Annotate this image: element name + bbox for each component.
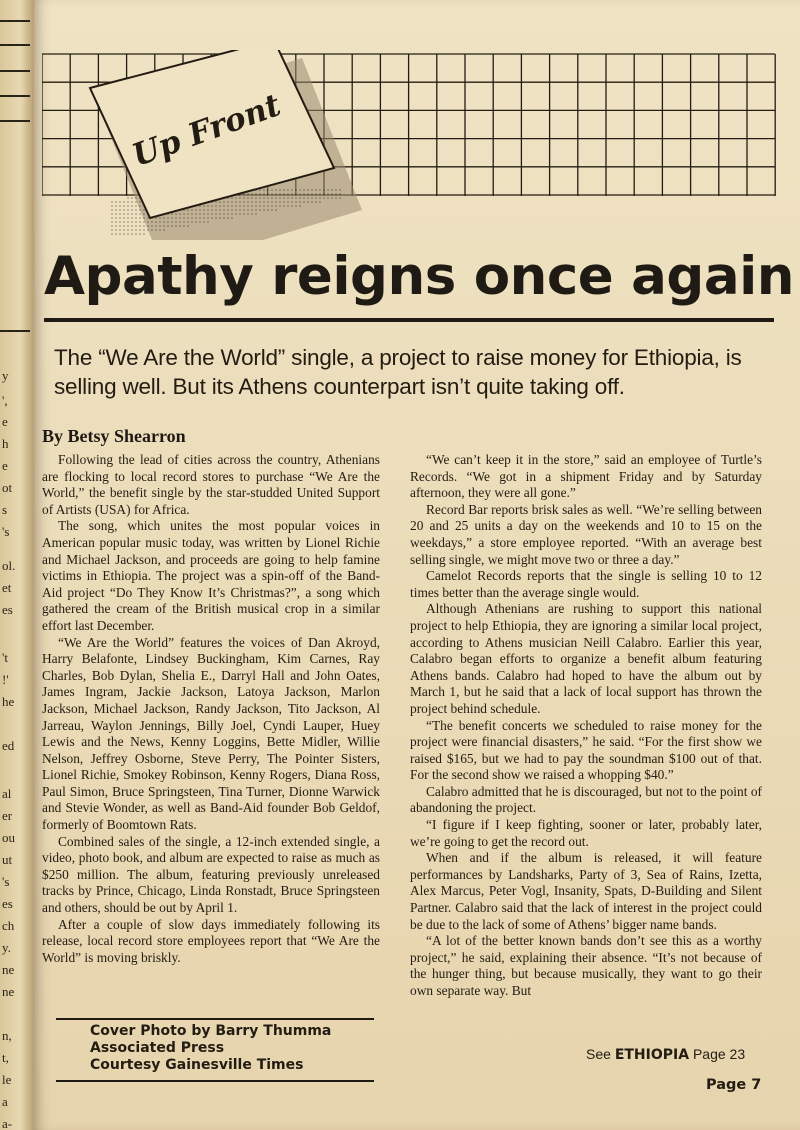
facing-page-text: y [2,368,9,383]
paragraph: When and if the album is released, it will feature performances by Landsharks, Party of 3, Sea of Rains, Izetta, Alex Marcus, Peter Vogl, Insanity, Spats, D-Building and Silent Partner. Calabro said that the lack of interest in the project could be due to the lack of some of Athens’ bigger name bands. [410,850,762,932]
section-label: Up Front [127,87,286,174]
credit-line-1: Cover Photo by Barry Thumma [90,1023,332,1039]
paragraph: Combined sales of the single, a 12-inch extended single, a video, photo book, and album are expected to raise as much as $250 million. The album, featuring previously unreleased tracks by Prince, Chicago, Linda Ronstadt, Bruce Springsteen and others, should be out by April 1. [42,833,380,916]
facing-page-text: er [2,808,13,823]
facing-page-text: ol. [2,558,16,573]
jump-prefix: See [586,1046,611,1062]
magazine-page [34,0,800,1130]
photo-credit [90,1023,390,1074]
paragraph: Camelot Records reports that the single is selling 10 to 12 times better than the average single would. [410,568,762,600]
facing-page-text: al [2,786,12,801]
facing-page-text: ', [2,393,8,408]
headline-rule [44,318,774,322]
facing-page-rule [0,95,30,97]
facing-page-text: ot [2,480,13,495]
paragraph: Although Athenians are rushing to support this national project to help Ethiopia, they are ignoring a similar local project, according to Athens musician Neill Calabro. Earlier this year, Calabro began efforts to organize a benefit album featuring Athens bands. Calabro had hoped to have the album out by March 1, but he said that a lack of local support has thrown the project behind schedule. [410,601,762,716]
jump-word: ETHIOPIA [614,1047,690,1063]
facing-page-text: e [2,458,8,473]
credit-line-2: Associated Press [90,1040,225,1056]
jump-page: Page 23 [692,1046,746,1062]
facing-page-rule [0,330,30,332]
paragraph: “I figure if I keep fighting, sooner or later, probably later, we’re going to get the record out. [410,817,762,849]
facing-page-text: es [2,602,13,617]
facing-page-text: ne [2,984,15,999]
paragraph: “We Are the World” features the voices of Dan Akroyd, Harry Belafonte, Lindsey Buckingham, Kim Carnes, Ray Charles, Bob Dylan, Shelia E., Darryl Hall and John Oates, James Ingram, Jackie Jackson, Latoya Jackson, Marlon Jackson, Michael Jackson, Randy Jackson, Tito Jackson, Al Jarreau, Waylon Jennings, Billy Joel, Cyndi Lauper, Huey Lewis and the News, Kenny Loggins, Bette Midler, Willie Nelson, Jeffrey Osborne, Steve Perry, The Pointer Sisters, Lionel Richie, Smokey Robinson, Kenny Rogers, Diana Ross, Paul Simon, Bruce Springsteen, Tina Turner, Dionne Warwick and Stevie Wonder, as well as Band-Aid founder Bob Geldof, formerly of Boomtown Rats. [42,634,380,833]
facing-page-text: ne [2,962,15,977]
facing-page-edge [0,0,34,1130]
article-column-2 [410,452,762,1000]
facing-page-text: es [2,896,13,911]
facing-page-text: e [2,414,8,429]
paragraph: After a couple of slow days immediately following its release, local record store employees report that “We Are the World” is moving briskly. [42,916,380,965]
credit-rule-top [56,1018,374,1020]
facing-page-rule [0,70,30,72]
facing-page-text: ed [2,738,15,753]
facing-page-text: ut [2,852,13,867]
facing-page-text: !' [2,672,9,687]
facing-page-text: et [2,580,12,595]
facing-page-text: s [2,502,8,517]
facing-page-text: ou [2,830,15,845]
facing-page-text: le [2,1072,12,1087]
paragraph: The song, which unites the most popular voices in American popular music today, was written by Lionel Richie and Michael Jackson, and proceeds are going to help famine victims in Ethiopia. The project was a spin-off of the Band-Aid project “Do They Know It’s Christmas?”, a song which gathered the cream of the British musical crop in a similar effort last December. [42,518,380,633]
article-column-1 [42,452,380,966]
deck: The “We Are the World” single, a project to raise money for Ethiopia, is selling well. But its Athens counterpart isn’t quite taking off. [54,345,742,399]
headline: Apathy reigns once again [44,246,795,307]
page-number: Page 7 [706,1077,762,1093]
paragraph: Calabro admitted that he is discouraged, but not to the point of abandoning the project. [410,783,762,816]
facing-page-text: a- [2,1116,13,1130]
facing-page-text: he [2,694,15,709]
facing-page-rule [0,20,30,22]
facing-page-text: 's [2,874,10,889]
paragraph: “The benefit concerts we scheduled to raise money for the project were financial disasters,” he said. “For the first show we raised $165, but we had to pay the soundman $100 out of that. For the second show we raised a whopping $40.” [410,717,762,783]
facing-page-text: y. [2,940,11,955]
credit-rule-bottom [56,1080,374,1082]
credit-line-3: Courtesy Gainesville Times [90,1057,304,1073]
facing-page-text: 's [2,524,10,539]
facing-page-text: t, [2,1050,9,1065]
facing-page-text: n, [2,1028,12,1043]
paragraph: Following the lead of cities across the country, Athenians are flocking to local record stores to purchase “We Are the World,” the benefit single by the star-studded United Support of Artists (USA) for Africa. [42,452,380,517]
facing-page-text: h [2,436,9,451]
facing-page-rule [0,120,30,122]
paragraph: Record Bar reports brisk sales as well. “We’re selling between 20 and 25 units a day on the weekends and 10 to 15 on the weekdays,” a store employee reported. “With an average best selling single, we might move two or three a day.” [410,501,762,567]
continued-jump [586,1046,745,1063]
byline: By Betsy Shearron [42,426,186,446]
facing-page-text: 't [2,650,8,665]
up-front-banner [42,50,777,240]
paragraph: “A lot of the better known bands don’t see this as a worthy project,” he said, explaining their absence. “It’s not because of the hunger thing, but because musically, they want to go their own separate way. But [410,933,762,998]
facing-page-text: a [2,1094,8,1109]
paragraph: “We can’t keep it in the store,” said an employee of Turtle’s Records. “We got in a shipment Friday and by Saturday afternoon, they were all gone.” [410,452,762,501]
facing-page-rule [0,44,30,46]
facing-page-text: ch [2,918,15,933]
